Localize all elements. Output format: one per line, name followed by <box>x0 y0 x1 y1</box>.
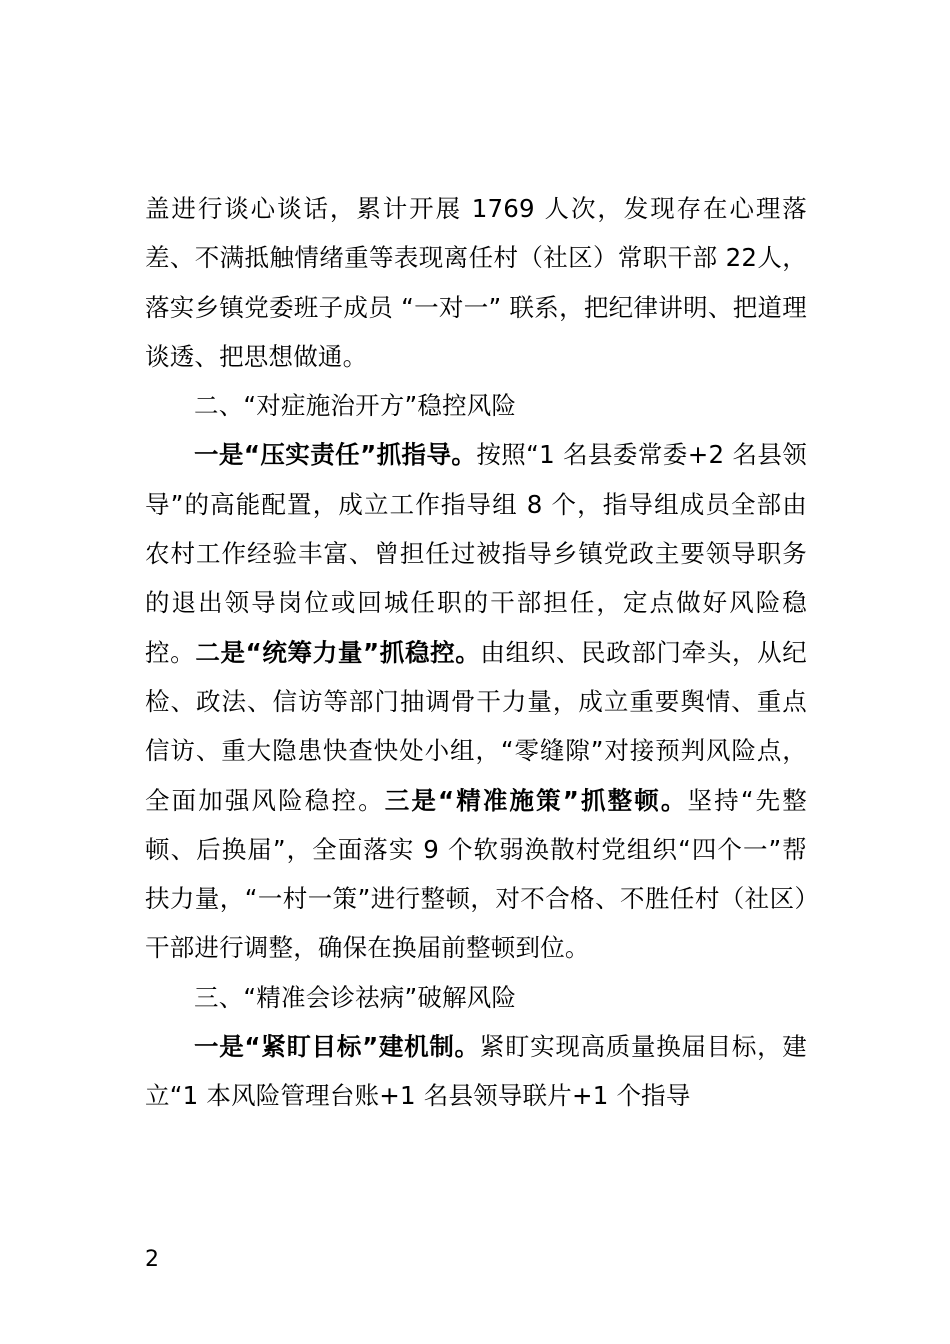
point-body-2: 由组织、民政部门牵头，从纪检、政法、信访等部门抽调骨干力量，成立重要舆情、重点信访、重大隐患快查快处小组，“零缝隙”对接预判风险点，全面加强风险稳控。 <box>145 637 808 815</box>
section-heading-2 <box>145 381 807 430</box>
body-text <box>145 184 807 1121</box>
section-heading-2-text: 二、“对症施治开方”稳控风险 <box>194 391 517 421</box>
page-number: 2 <box>145 1247 159 1272</box>
paragraph-5 <box>145 1022 807 1121</box>
section-heading-3 <box>145 973 807 1022</box>
point-body-4: 紧盯实现高质量换届目标，建立“1 本风险管理台账+1 名县领导联片+1 个指导 <box>145 1032 807 1111</box>
point-body-3: 坚持“先整顿、后换届”，全面落实 9 个软弱涣散村党组织“四个一”帮扶力量，“一村一策”进行整顿，对不合格、不胜任村（社区）干部进行调整，确保在换届前整顿到位。 <box>145 785 807 963</box>
point-body-1: 按照“1 名县委常委+2 名县领导”的高能配置，成立工作指导组 8 个，指导组成员全部由农村工作经验丰富、曾担任过被指导乡镇党政主要领导职务的退出领导岗位或回城任职的干部担任，定点做好风险稳控。 <box>145 440 807 667</box>
section-heading-3-text: 三、“精准会诊祛病”破解风险 <box>194 982 517 1012</box>
point-heading-4: 一是“紧盯目标”建机制。 <box>194 1032 480 1062</box>
paragraph-3 <box>145 430 807 972</box>
point-heading-3: 三是“精准施策”抓整顿。 <box>384 785 688 815</box>
point-heading-2: 二是“统筹力量”抓稳控。 <box>195 637 481 667</box>
point-heading-1: 一是“压实责任”抓指导。 <box>194 440 477 470</box>
paragraph-1 <box>145 184 807 381</box>
paragraph-1-text: 盖进行谈心谈话，累计开展 1769 人次，发现存在心理落差、不满抵触情绪重等表现离任村（社区）常职干部 22人，落实乡镇党委班子成员 “一对一” 联系，把纪律讲明、把道理谈透、把思想做通。 <box>145 194 807 371</box>
